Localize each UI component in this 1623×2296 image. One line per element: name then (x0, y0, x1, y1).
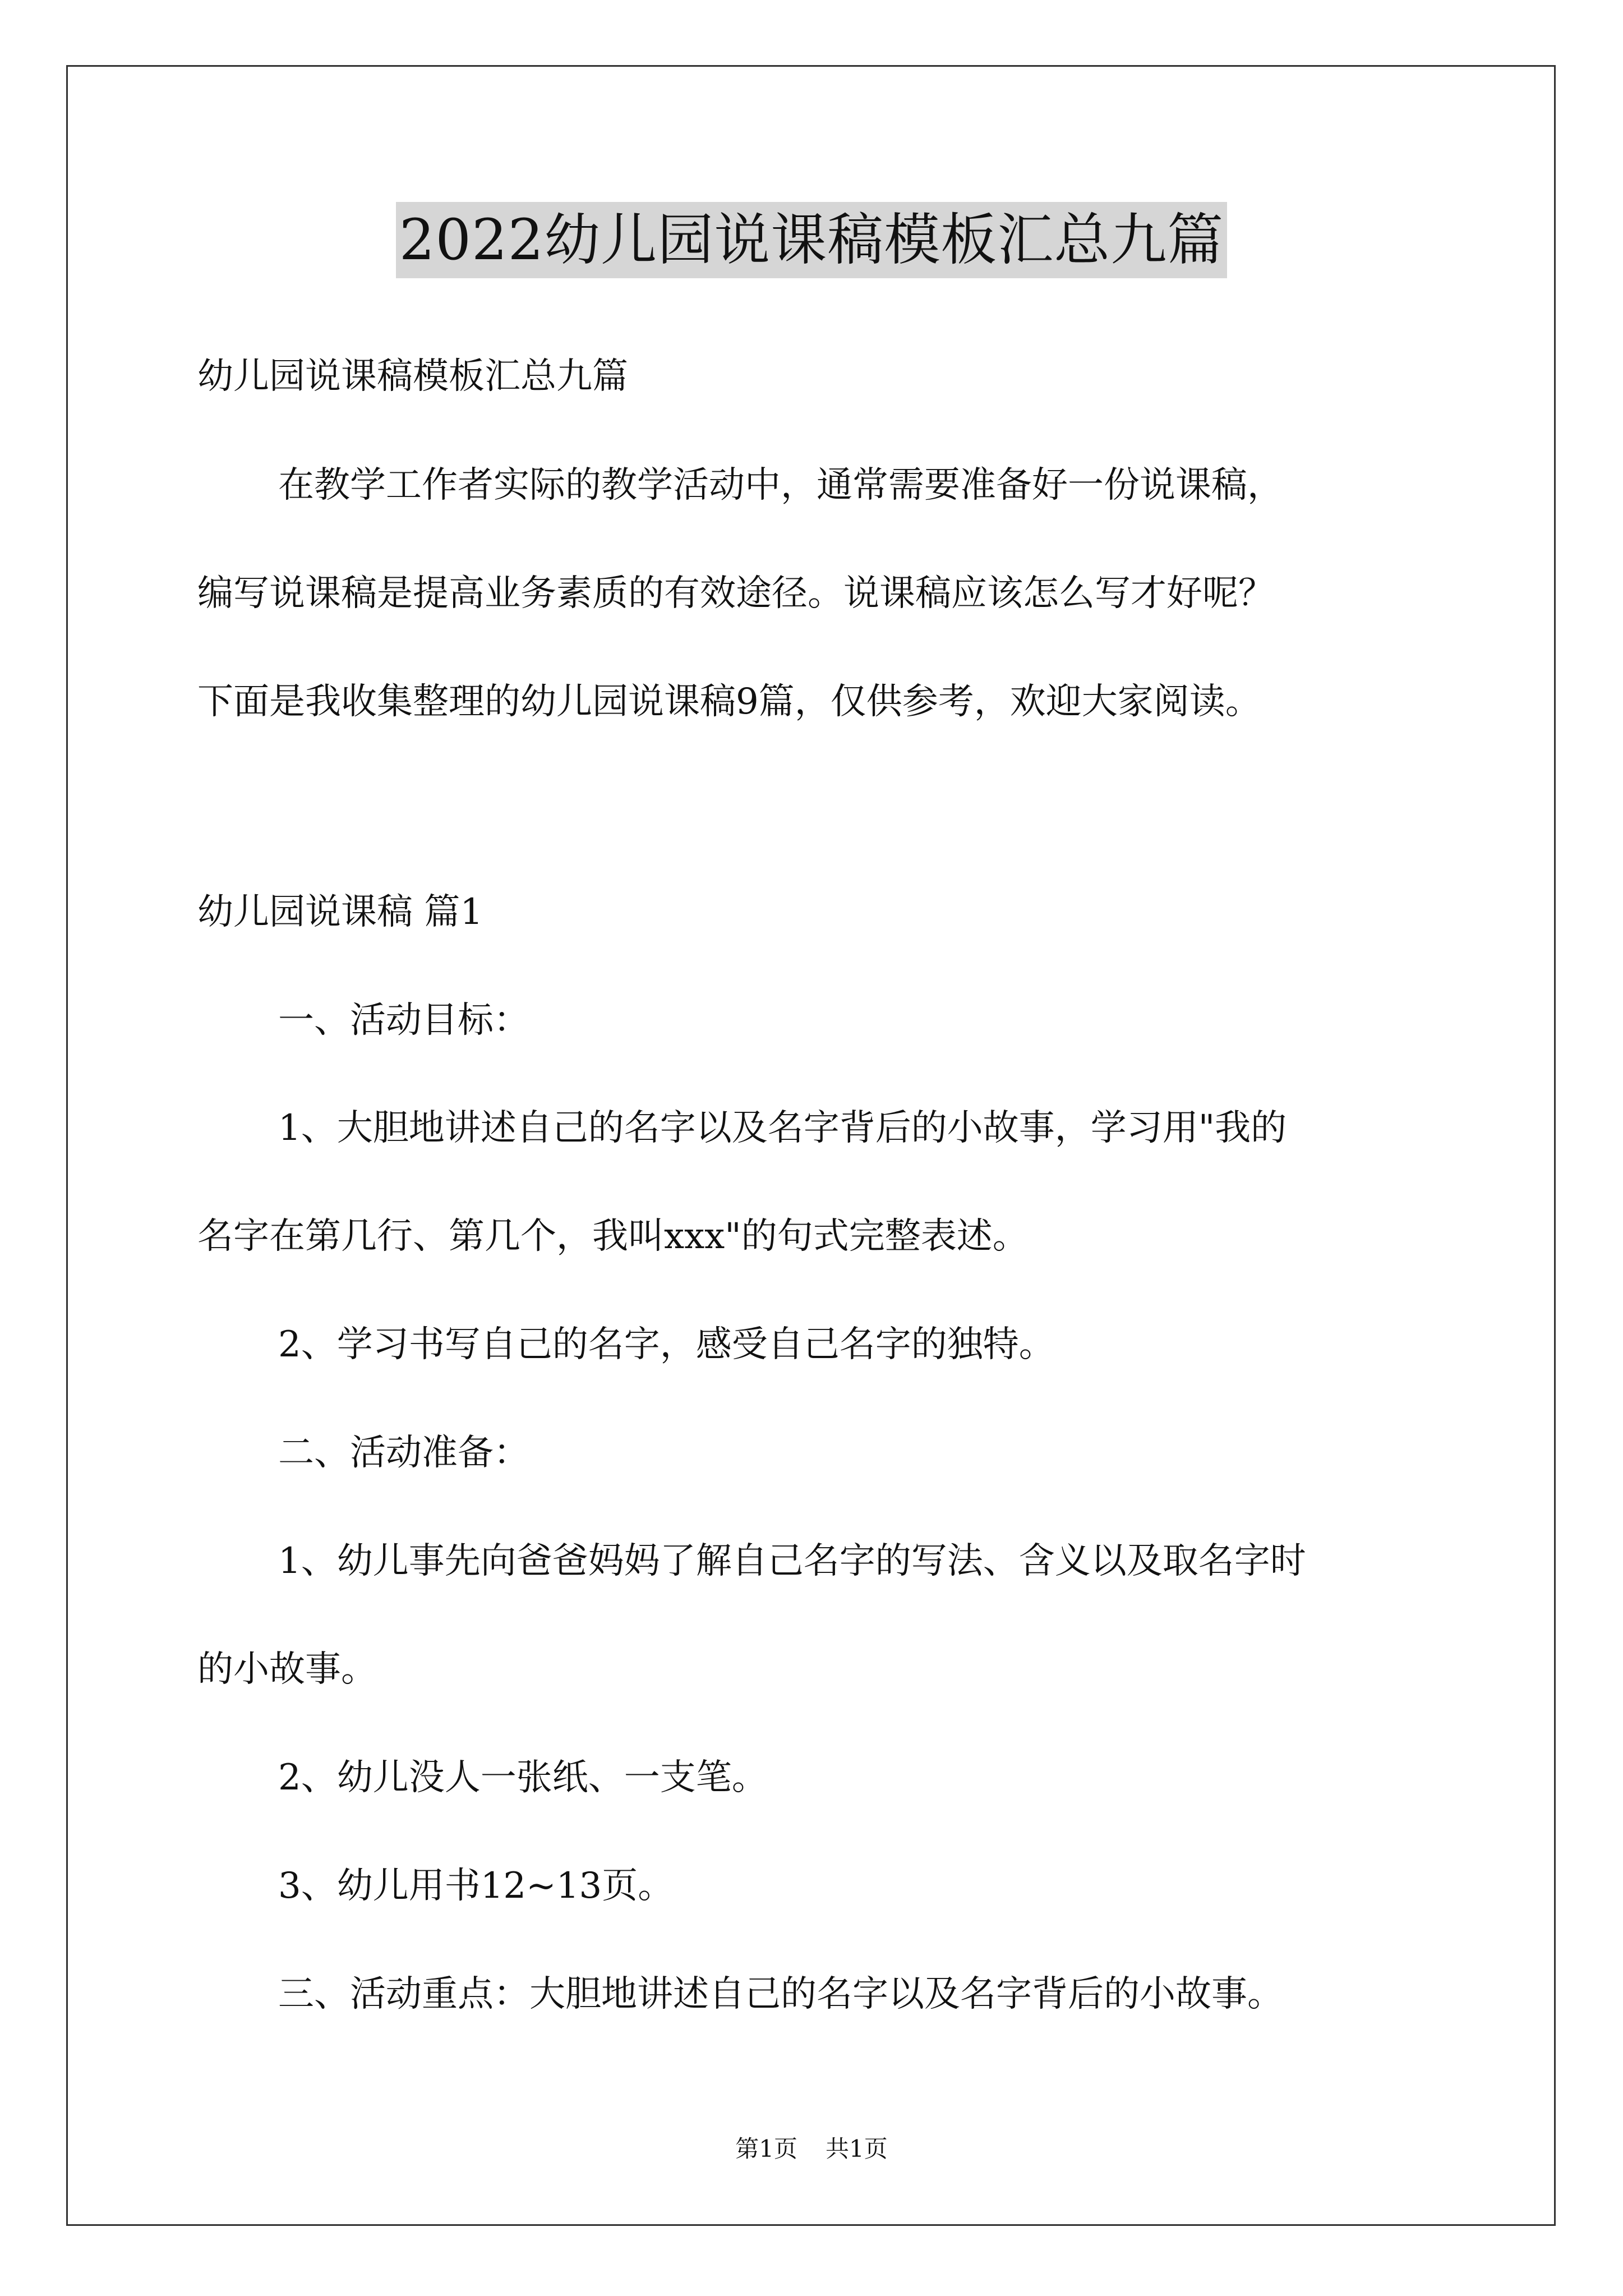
page-total: 共1页 (826, 2135, 888, 2162)
paragraph-line: 名字在第几行、第几个，我叫xxx"的句式完整表述。 (197, 1216, 1029, 1257)
paragraph-line: 编写说课稿是提高业务素质的有效途径。说课稿应该怎么写才好呢？ (197, 573, 1274, 614)
paragraph-line: 的小故事。 (197, 1649, 377, 1690)
paragraph-line: 二、活动准备： (278, 1432, 529, 1474)
paragraph-line: 1、幼儿事先向爸爸妈妈了解自己名字的写法、含义以及取名字时 (278, 1540, 1306, 1582)
paragraph-line: 3、幼儿用书12~13页。 (278, 1865, 674, 1907)
paragraph-line: 下面是我收集整理的幼儿园说课稿9篇，仅供参考，欢迎大家阅读。 (197, 681, 1261, 723)
paragraph-line: 在教学工作者实际的教学活动中，通常需要准备好一份说课稿， (278, 464, 1283, 506)
document-title: 2022幼儿园说课稿模板汇总九篇 (396, 202, 1228, 278)
page-footer (0, 2135, 1623, 2163)
document-subtitle: 幼儿园说课稿模板汇总九篇 (197, 356, 628, 397)
section-heading: 幼儿园说课稿 篇1 (197, 891, 483, 933)
paragraph-line: 1、大胆地讲述自己的名字以及名字背后的小故事，学习用"我的 (278, 1107, 1287, 1149)
page-number: 第1页 (735, 2135, 797, 2162)
paragraph-line: 一、活动目标： (278, 1000, 529, 1041)
paragraph-line: 三、活动重点：大胆地讲述自己的名字以及名字背后的小故事。 (278, 1973, 1283, 2015)
paragraph-line: 2、幼儿没人一张纸、一支笔。 (278, 1757, 768, 1798)
title-container (0, 202, 1623, 278)
paragraph-line: 2、学习书写自己的名字，感受自己名字的独特。 (278, 1324, 1055, 1365)
